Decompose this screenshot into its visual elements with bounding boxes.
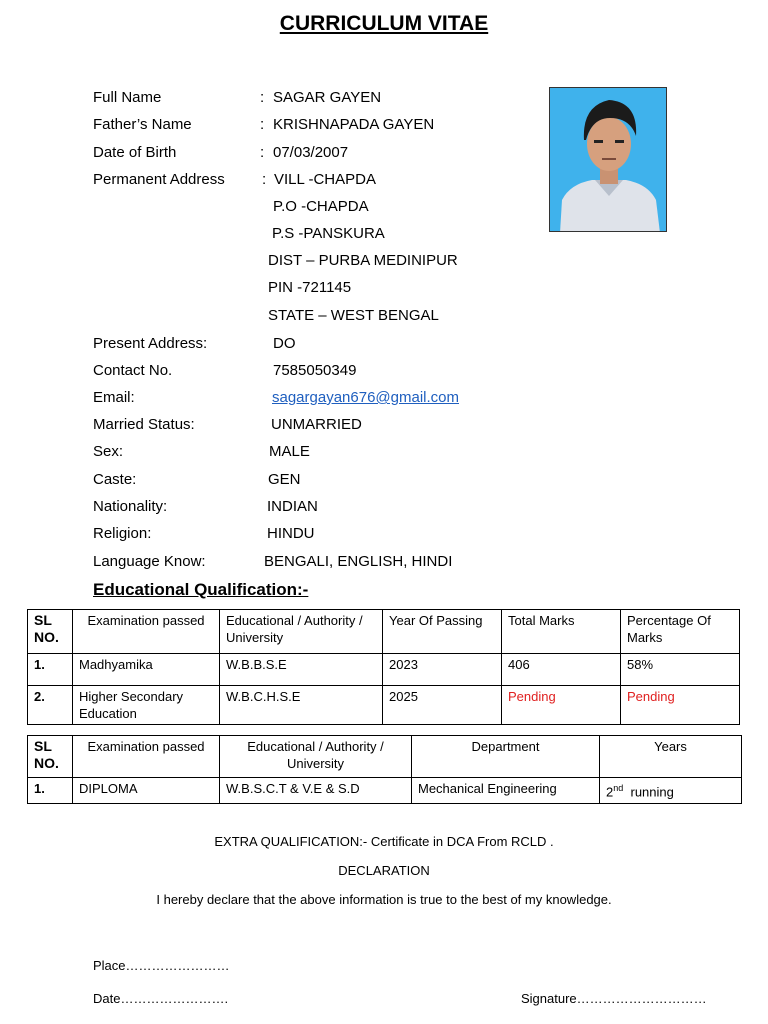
colon: : xyxy=(260,116,265,133)
contact-label: Contact No. xyxy=(93,362,173,379)
place-line: Place…………………… xyxy=(93,958,230,973)
table-row xyxy=(28,686,740,725)
cell: DIPLOMA xyxy=(73,778,220,804)
religion-value: HINDU xyxy=(267,525,315,542)
colon: : xyxy=(260,89,265,106)
signature-line: Signature………………………… xyxy=(521,991,707,1006)
dob-label: Date of Birth xyxy=(93,144,177,161)
cell: W.B.S.C.T & V.E & S.D xyxy=(220,778,412,804)
table-header-row xyxy=(28,736,742,778)
date-line: Date……………………. xyxy=(93,991,229,1006)
address-line: P.O -CHAPDA xyxy=(273,198,369,215)
address-line: PIN -721145 xyxy=(268,279,352,296)
present-address-value: DO xyxy=(273,335,296,352)
cell: W.B.C.H.S.E xyxy=(220,686,383,725)
declaration-title: DECLARATION xyxy=(338,863,430,878)
father-name-value: KRISHNAPADA GAYEN xyxy=(273,116,435,133)
education-heading: Educational Qualification:- xyxy=(93,580,309,599)
married-status-label: Married Status: xyxy=(93,416,195,433)
cell: Mechanical Engineering xyxy=(412,778,600,804)
cell: 406 xyxy=(502,654,621,686)
cell: Higher Secondary Education xyxy=(73,686,220,725)
sex-label: Sex: xyxy=(93,443,124,460)
cell: 2025 xyxy=(383,686,502,725)
person-photo-icon xyxy=(550,88,667,232)
cell: 1. xyxy=(28,778,73,804)
table-header-row xyxy=(28,610,740,654)
header-cell: Examination passed xyxy=(73,736,220,778)
status-cell: Pending xyxy=(621,686,740,725)
header-cell: SL NO. xyxy=(28,610,73,654)
address-line: P.S -PANSKURA xyxy=(272,225,385,242)
cell: 1. xyxy=(28,654,73,686)
header-cell: Examination passed xyxy=(73,610,220,654)
year-number: 2 xyxy=(606,784,614,800)
full-name-label: Full Name xyxy=(93,89,162,106)
dob-value: 07/03/2007 xyxy=(273,144,349,161)
cell: 2. xyxy=(28,686,73,725)
language-value: BENGALI, ENGLISH, HINDI xyxy=(264,553,453,570)
diploma-table xyxy=(27,735,742,804)
permanent-address-label: Permanent Address xyxy=(93,171,225,188)
header-cell: Department xyxy=(412,736,600,778)
language-label: Language Know: xyxy=(93,553,206,570)
father-name-label: Father’s Name xyxy=(93,116,192,133)
education-table xyxy=(27,609,740,725)
address-line: STATE – WEST BENGAL xyxy=(268,307,439,324)
full-name-value: SAGAR GAYEN xyxy=(273,89,382,106)
year-suffix: nd xyxy=(613,783,624,793)
page-title: CURRICULUM VITAE xyxy=(279,12,489,35)
colon: : xyxy=(262,171,267,188)
extra-qualification: EXTRA QUALIFICATION:- Certificate in DCA From RCLD . xyxy=(214,834,554,849)
table-row xyxy=(28,654,740,686)
nationality-value: INDIAN xyxy=(267,498,318,515)
religion-label: Religion: xyxy=(93,525,152,542)
address-line: VILL -CHAPDA xyxy=(274,171,376,188)
header-cell: Educational / Authority / University xyxy=(220,610,383,654)
header-cell: Total Marks xyxy=(502,610,621,654)
cell: 58% xyxy=(621,654,740,686)
header-cell: Educational / Authority / University xyxy=(220,736,412,778)
status-cell: Pending xyxy=(502,686,621,725)
cell: W.B.B.S.E xyxy=(220,654,383,686)
colon: : xyxy=(260,144,265,161)
email-label: Email: xyxy=(93,389,135,406)
cell: Madhyamika xyxy=(73,654,220,686)
header-cell: Year Of Passing xyxy=(383,610,502,654)
caste-label: Caste: xyxy=(93,471,137,488)
year-status: running xyxy=(630,784,674,800)
declaration-text: I hereby declare that the above information is true to the best of my knowledge. xyxy=(156,892,612,907)
contact-value: 7585050349 xyxy=(273,362,357,379)
header-cell: SL NO. xyxy=(28,736,73,778)
married-status-value: UNMARRIED xyxy=(271,416,362,433)
header-cell: Years xyxy=(600,736,742,778)
year-cell xyxy=(600,778,742,804)
header-cell: Percentage Of Marks xyxy=(621,610,740,654)
email-link[interactable]: sagargayan676@gmail.com xyxy=(272,389,459,406)
present-address-label: Present Address: xyxy=(93,335,208,352)
address-line: DIST – PURBA MEDINIPUR xyxy=(268,252,458,269)
table-row xyxy=(28,778,742,804)
nationality-label: Nationality: xyxy=(93,498,168,515)
cell: 2023 xyxy=(383,654,502,686)
profile-photo xyxy=(549,87,667,232)
sex-value: MALE xyxy=(269,443,310,460)
caste-value: GEN xyxy=(268,471,301,488)
